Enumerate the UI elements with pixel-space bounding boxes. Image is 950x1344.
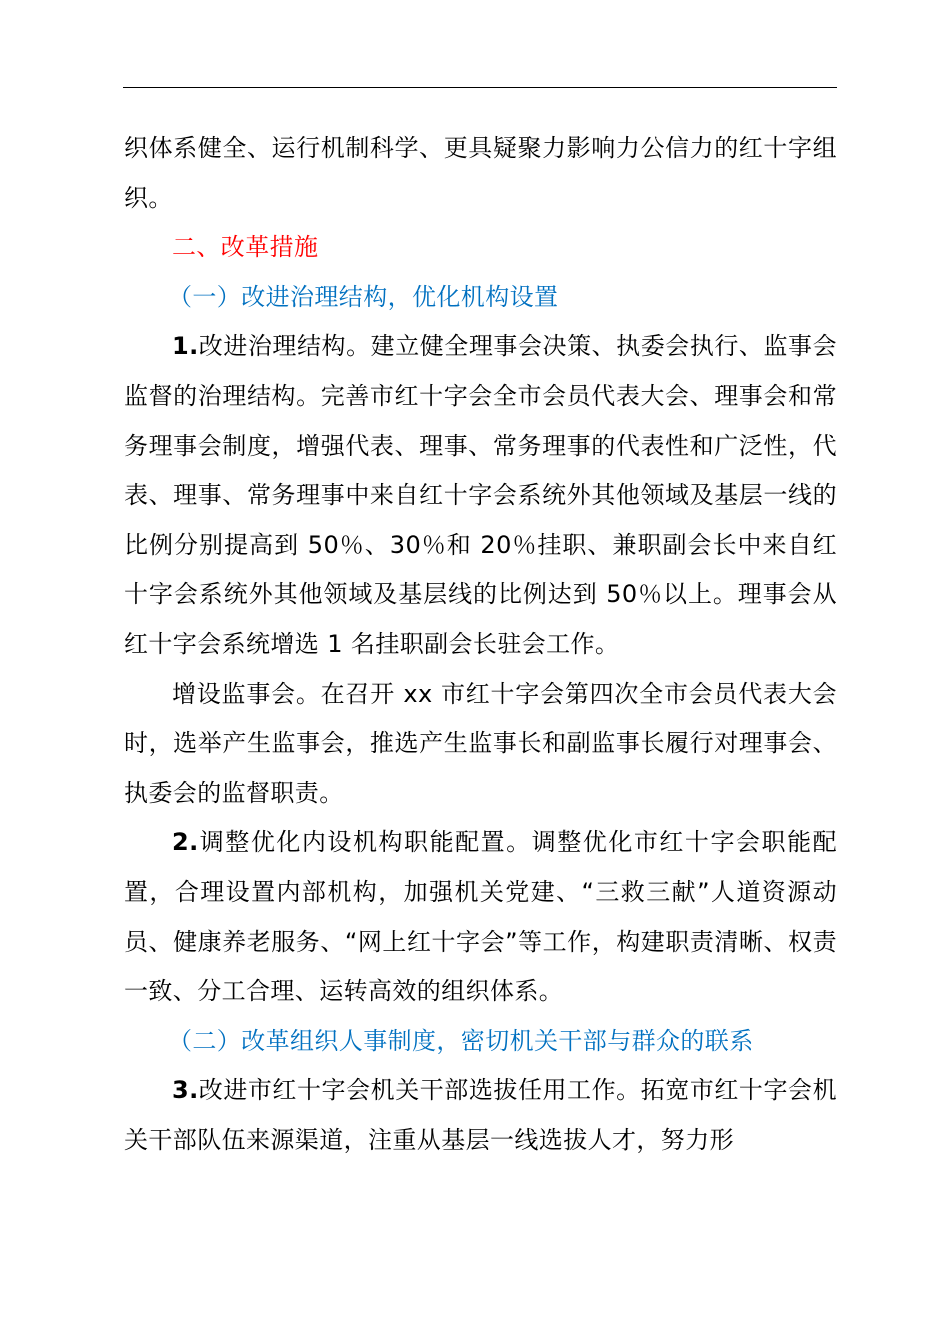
item-text: 改进治理结构。建立健全理事会决策、执委会执行、监事会监督的治理结构。完善市红十字会全市会员代表大会、理事会和常务理事会制度，增强代表、理事、常务理事的代表性和广泛性，代表、理事、常务理事中来自红十字会系统外其他领域及基层一线的比例分别提高到 50％、30％和 20％挂职、兼职副会长中来自红十字会系统外其他领域及基层线的比例达到 50％以上。理事会从红十字会系统增选 1 名挂职副会长驻会工作。	[124, 332, 837, 658]
item-text: 改进市红十字会机关干部选拔任用工作。拓宽市红十字会机关干部队伍来源渠道，注重从基层一线选拔人才，努力形	[124, 1076, 837, 1154]
paragraph-supervisory-board: 增设监事会。在召开 xx 市红十字会第四次全市会员代表大会时，选举产生监事会，推选产生监事长和副监事长履行对理事会、执委会的监督职责。	[124, 679, 837, 807]
paragraph-item-1	[124, 322, 837, 669]
item-number: 1.	[172, 332, 199, 361]
item-number: 2.	[172, 828, 199, 857]
paragraph-item-2	[124, 818, 837, 1016]
paragraph-continuation: 织体系健全、运行机制科学、更具疑聚力影响力公信力的红十字组织。	[124, 134, 837, 212]
item-number: 3.	[172, 1076, 199, 1105]
subsection-heading-1: （一）改进治理结构，优化机构设置	[168, 282, 559, 311]
section-heading-reform-measures: 二、改革措施	[172, 233, 319, 262]
header-rule	[123, 87, 837, 88]
paragraph-item-3	[124, 1066, 837, 1165]
subsection-heading-2: （二）改革组织人事制度，密切机关干部与群众的联系	[168, 1026, 754, 1055]
item-text: 调整优化内设机构职能配置。调整优化市红十字会职能配置，合理设置内部机构，加强机关党建、“三救三献”人道资源动员、健康养老服务、“网上红十字会”等工作，构建职责清晰、权责一致、分工合理、运转高效的组织体系。	[124, 828, 837, 1006]
document-body	[124, 124, 837, 1165]
